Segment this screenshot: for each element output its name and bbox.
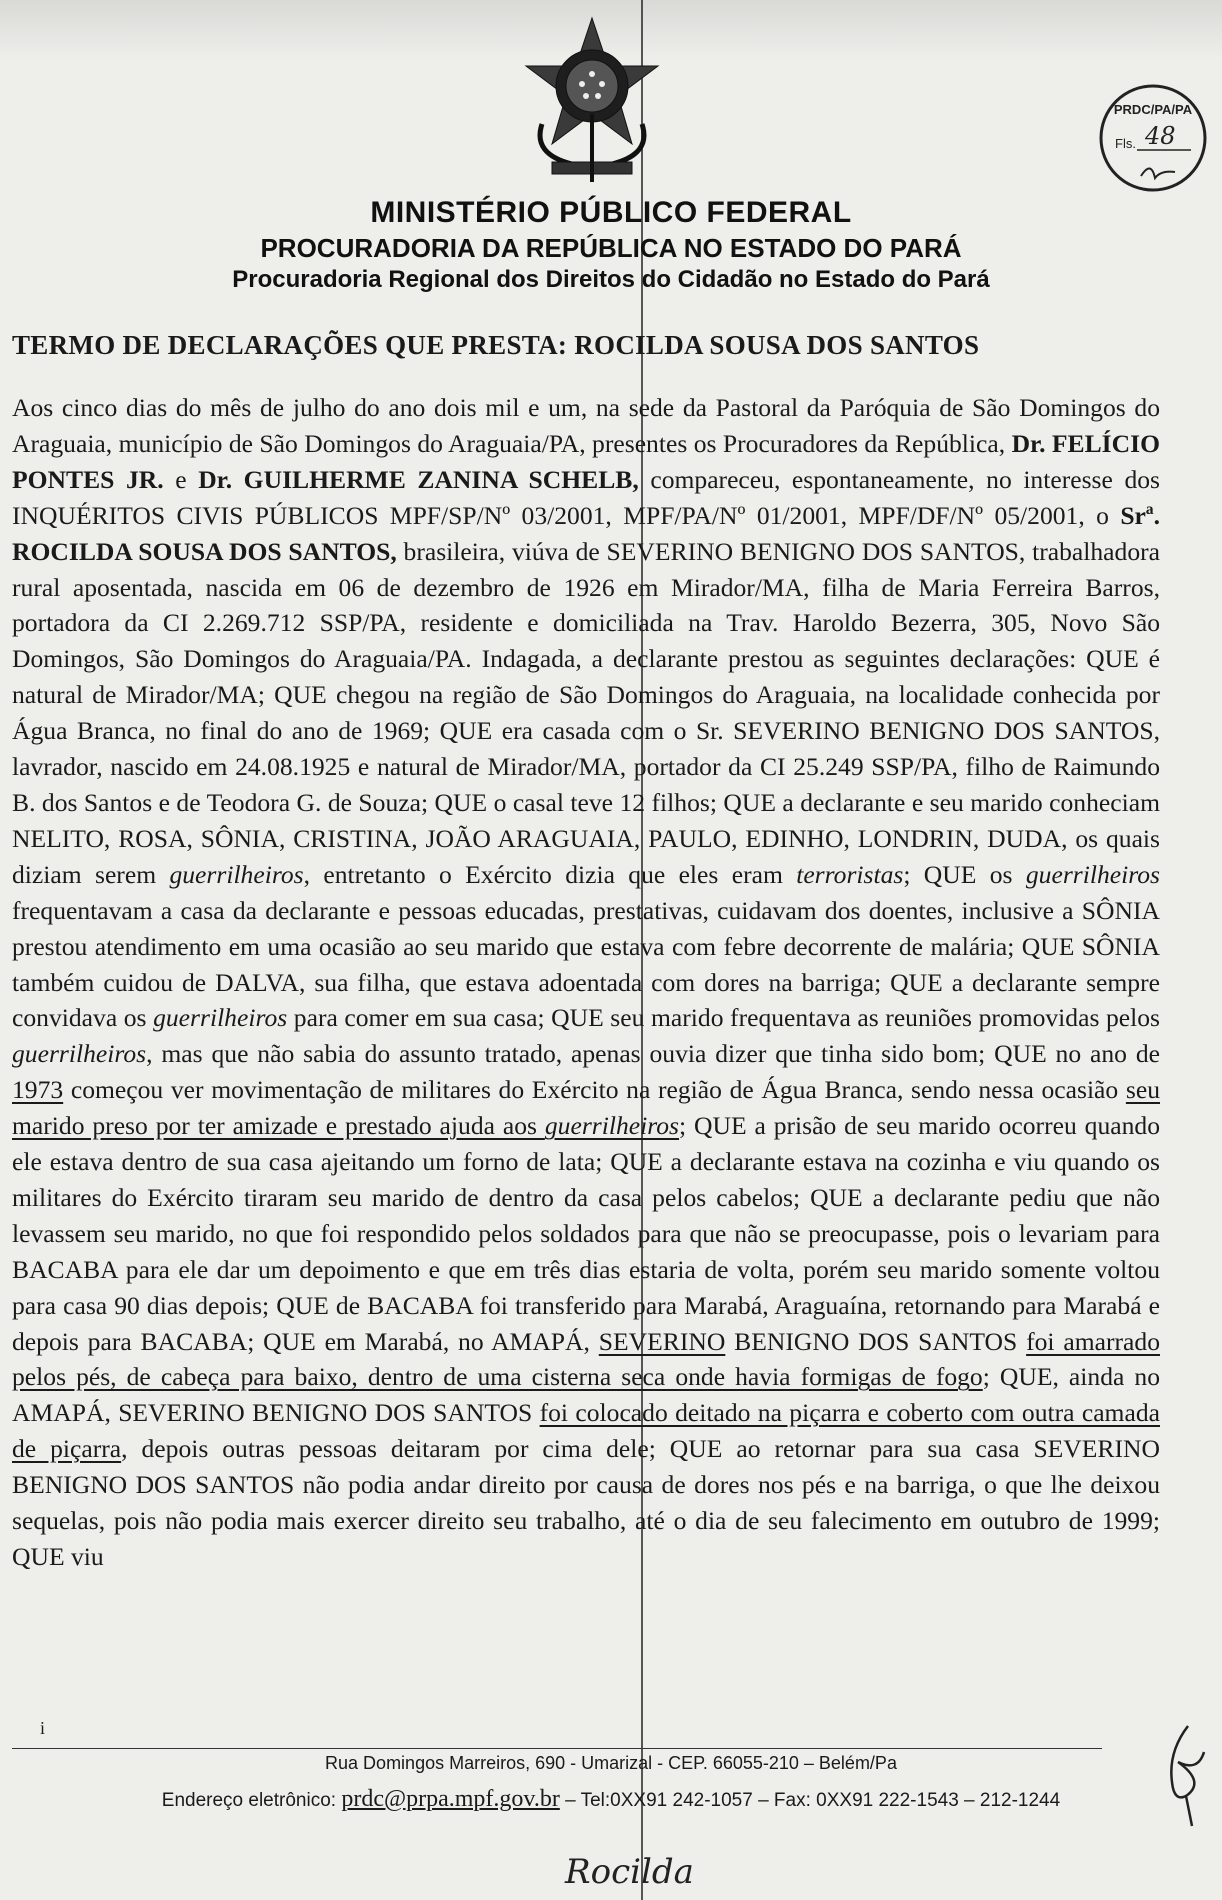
margin-mark: i	[40, 1718, 46, 1738]
header-ministry: MINISTÉRIO PÚBLICO FEDERAL	[370, 196, 852, 229]
stamp-label: Fls.	[1115, 136, 1136, 151]
header-prdc: Procuradoria Regional dos Direitos do Cidadão no Estado do Pará	[232, 266, 990, 293]
underlined-phrase: seu marido preso por ter amizade e prestado ajuda aos	[12, 1075, 1160, 1141]
declaration-body	[12, 390, 1160, 1575]
email-link[interactable]: prdc@prpa.mpf.gov.br	[341, 1786, 560, 1812]
header-procuradoria: PROCURADORIA DA REPÚBLICA NO ESTADO DO PARÁ	[260, 233, 962, 263]
signature: Rocilda	[565, 1852, 694, 1892]
footer-address: Rua Domingos Marreiros, 690 - Umarizal - CEP. 66055-210 – Belém/Pa	[325, 1753, 897, 1773]
underlined-phrase: foi amarrado pelos pés, de cabeça para baixo, dentro de uma cisterna seca onde havia formigas de fogo	[12, 1326, 1161, 1392]
footer-contact: Endereço eletrônico: prdc@prpa.mpf.gov.br – Tel:0XX91 242-1057 – Fax: 0XX91 222-1543 – 212-1244	[161, 1786, 1061, 1812]
underlined-phrase: foi colocado deitado na piçarra e coberto com outra camada de piçarra	[12, 1398, 1160, 1464]
handwritten-initial	[1158, 1722, 1218, 1832]
document-title: TERMO DE DECLARAÇÕES QUE PRESTA: ROCILDA SOUSA DOS SANTOS	[12, 330, 980, 360]
underlined-year: 1973	[12, 1075, 64, 1105]
stamp-number: 48	[1145, 122, 1176, 150]
footer-divider	[12, 1748, 1102, 1749]
stamp-line1: PRDC/PA/PA	[1113, 102, 1193, 117]
coat-of-arms-icon	[512, 14, 672, 184]
page-number-stamp	[1095, 80, 1211, 196]
declaration-paragraph: Aos cinco dias do mês de julho do ano dois mil e um, na sede da Pastoral da Paróquia de São Domingos do Araguaia, município de São Domingos do Araguaia/PA, presentes os Procuradores da República, Dr. FELÍCIO PONTES JR. e Dr. GUILHERME ZANINA SCHELB, compareceu, espontaneamente, no interesse dos INQUÉRITOS CIVIS PÚBLICOS MPF/SP/Nº 03/2001, MPF/PA/Nº 01/2001, MPF/DF/Nº 05/2001, o Srª. ROCILDA SOUSA DOS SANTOS, brasileira, viúva de SEVERINO BENIGNO DOS SANTOS, trabalhadora rural aposentada, nascida em 06 de dezembro de 1926 em Mirador/MA, filha de Maria Ferreira Barros, portadora da CI 2.269.712 SSP/PA, residente e domiciliada na Trav. Haroldo Bezerra, 305, Novo São Domingos, São Domingos do Araguaia/PA. Indagada, a declarante prestou as seguintes declarações: QUE é natural de Mirador/MA; QUE chegou na região de São Domingos do Araguaia, na localidade conhecida por Água Branca, no final do ano de 1969; QUE era casada com o Sr. SEVERINO BENIGNO DOS SANTOS, lavrador, nascido em 24.08.1925 e natural de Mirador/MA, portador da CI 25.249 SSP/PA, filho de Raimundo B. dos Santos e de Teodora G. de Souza; QUE o casal teve 12 filhos; QUE a declarante e seu marido conheciam NELITO, ROSA, SÔNIA, CRISTINA, JOÃO ARAGUAIA, PAULO, EDINHO, LONDRIN, DUDA, os quais diziam serem guerrilheiros, entretanto o Exército dizia que eles eram terroristas; QUE os guerrilheiros frequentavam a casa da declarante e pessoas educadas, prestativas, cuidavam dos doentes, inclusive a SÔNIA prestou atendimento em uma ocasião ao seu marido que estava com febre decorrente de malária; QUE SÔNIA também cuidou de DALVA, sua filha, que estava adoentada com dores na barriga; QUE a declarante sempre convidava os guerrilheiros para comer em sua casa; QUE seu marido frequentava as reuniões promovidas pelos guerrilheiros, mas que não sabia do assunto tratado, apenas ouvia dizer que tinha sido bom; QUE no ano de 1973 começou ver movimentação de militares do Exército na região de Água Branca, sendo nessa ocasião seu marido preso por ter amizade e prestado ajuda aos guerrilheiros; QUE a prisão de seu marido ocorreu quando ele estava dentro de sua casa ajeitando um forno de lata; QUE a declarante estava na cozinha e viu quando os militares do Exército tiraram seu marido de dentro da casa pelos cabelos; QUE a declarante pediu que não levassem seu marido, no que foi respondido pelos soldados para que não se preocupasse, pois o levariam para BACABA para ele dar um depoimento e que em três dias estaria de volta, porém seu marido somente voltou para casa 90 dias depois; QUE de BACABA foi transferido para Marabá, Araguaína, retornando para Marabá e depois para BACABA; QUE em Marabá, no AMAPÁ, SEVERINO BENIGNO DOS SANTOS foi amarrado pelos pés, de cabeça para baixo, dentro de uma cisterna seca onde havia formigas de fogo; QUE, ainda no AMAPÁ, SEVERINO BENIGNO DOS SANTOS foi colocado deitado na piçarra e coberto com outra camada de piçarra, depois outras pessoas deitaram por cima dele; QUE ao retornar para sua casa SEVERINO BENIGNO DOS SANTOS não podia andar direito por causa de dores nos pés e na barriga, o que lhe deixou sequelas, pois não podia mais exercer direito seu trabalho, até o dia de seu falecimento em outubro de 1999; QUE viu	[12, 393, 1161, 1571]
